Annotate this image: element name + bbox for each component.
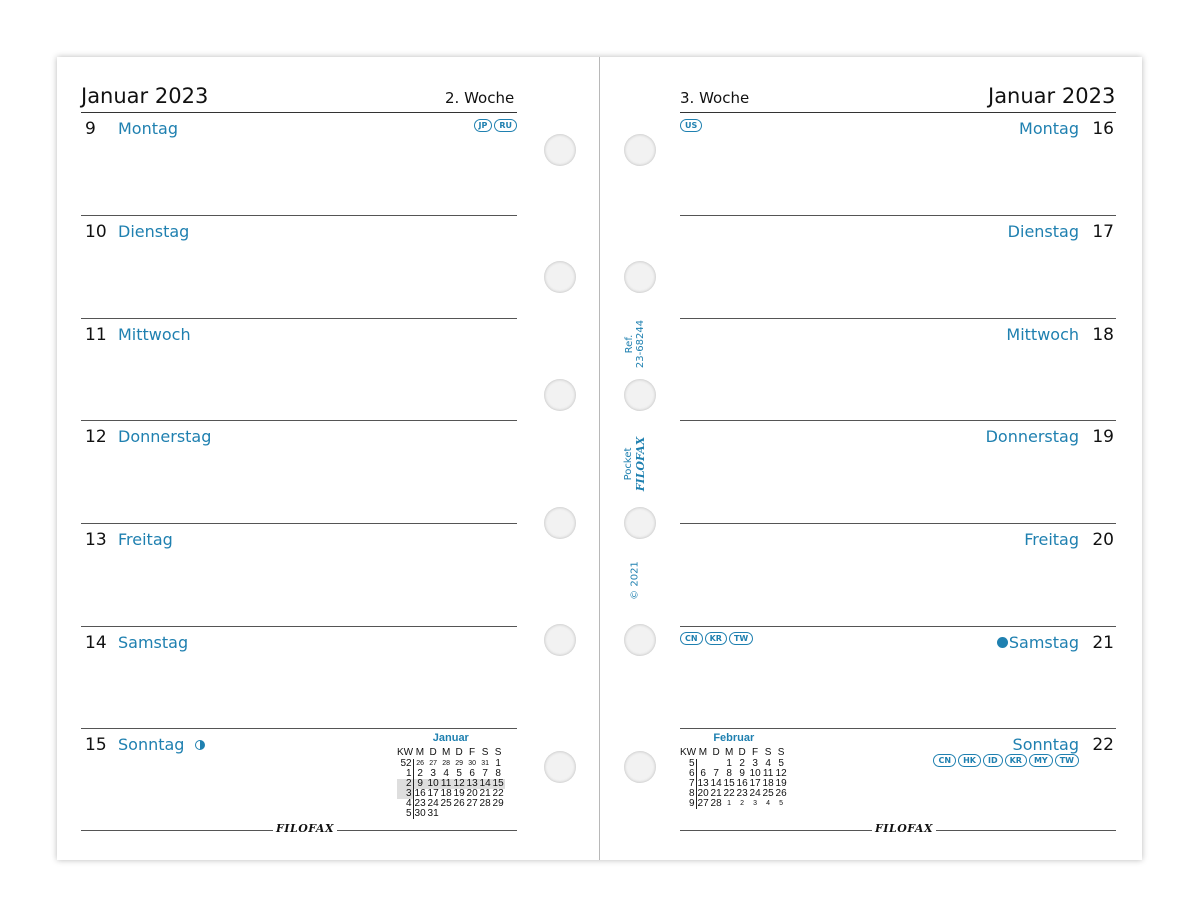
mini-calendar-februar — [680, 732, 788, 809]
mini-header: S — [777, 747, 785, 758]
day-cell: 18 — [440, 788, 452, 799]
day-block-tuesday-left[interactable] — [81, 215, 517, 318]
day-number: 9 — [85, 119, 96, 139]
kw-cell: 2 — [397, 779, 413, 789]
day-cell: 11 — [440, 778, 452, 789]
day-cell: 16 — [414, 788, 426, 799]
day-cell: 14 — [479, 778, 491, 789]
day-block-thursday-left[interactable] — [81, 420, 517, 523]
day-name: Donnerstag — [118, 427, 212, 446]
mini-header: S — [764, 747, 772, 758]
day-rule — [680, 420, 1116, 421]
country-badge: RU — [494, 119, 517, 132]
mini-header: F — [752, 747, 759, 758]
day-name: Freitag — [1024, 530, 1079, 549]
day-number: 21 — [1092, 633, 1114, 653]
day-cell: 30 — [414, 808, 426, 819]
day-cell: 11 — [762, 768, 774, 779]
mini-calendar-month: Februar — [713, 732, 755, 744]
day-block-wednesday-right[interactable] — [680, 318, 1116, 421]
day-cell: 4 — [443, 768, 449, 779]
day-cell: 18 — [762, 778, 774, 789]
day-cell: 31 — [427, 808, 439, 819]
binder-hole — [624, 751, 656, 783]
day-cell: 13 — [466, 778, 478, 789]
day-cell: 26 — [775, 788, 787, 799]
day-cell: 17 — [749, 778, 761, 789]
day-block-monday-left[interactable] — [81, 113, 517, 216]
day-number: 14 — [85, 633, 107, 653]
spine-ref-number: 23-68244 — [635, 319, 646, 369]
day-cell: 24 — [427, 798, 439, 809]
spine-format — [623, 434, 647, 494]
day-cell: 21 — [479, 788, 491, 799]
day-cell: 27 — [466, 798, 478, 809]
day-block-saturday-right[interactable] — [680, 626, 1116, 729]
day-cell: 17 — [427, 788, 439, 799]
country-badge: CN — [680, 632, 703, 645]
day-rule — [680, 318, 1116, 319]
day-cell: 5 — [778, 758, 784, 769]
day-cell: 31 — [481, 760, 489, 767]
left-month-title: Januar 2023 — [81, 84, 209, 108]
day-cell: 1 — [495, 758, 501, 769]
day-rule — [81, 626, 517, 627]
day-cell: 19 — [453, 788, 465, 799]
mini-week-row — [680, 789, 788, 799]
day-number: 16 — [1092, 119, 1114, 139]
kw-cell: 5 — [680, 759, 696, 769]
mini-week-row — [397, 799, 505, 809]
day-rule — [680, 626, 1116, 627]
binder-hole — [544, 751, 576, 783]
mini-header: KW — [680, 747, 697, 758]
spine-ref — [624, 314, 646, 374]
day-cell: 27 — [429, 760, 437, 767]
day-rule — [81, 728, 517, 729]
day-number: 10 — [85, 222, 107, 242]
binder-hole — [544, 134, 576, 166]
day-cell: 12 — [775, 768, 787, 779]
day-cell: 6 — [700, 768, 706, 779]
day-block-tuesday-right[interactable] — [680, 215, 1116, 318]
mini-header: S — [481, 747, 489, 758]
day-cell — [440, 809, 453, 819]
day-cell: 22 — [723, 788, 735, 799]
day-cell: 25 — [762, 788, 774, 799]
day-number: 11 — [85, 325, 107, 345]
day-rule — [81, 318, 517, 319]
day-cell: 28 — [442, 760, 450, 767]
mini-header: KW — [397, 747, 414, 758]
mini-calendar-januar — [397, 732, 505, 819]
spine-ref-label: Ref. — [624, 334, 635, 354]
day-cell — [492, 809, 505, 819]
day-cell — [479, 809, 492, 819]
day-number: 15 — [85, 735, 107, 755]
day-cell: 12 — [453, 778, 465, 789]
spine-brand: FILOFAX — [634, 436, 647, 492]
country-badge: KR — [1005, 754, 1027, 767]
mini-header: M — [724, 747, 734, 758]
left-week-label: 2. Woche — [445, 89, 515, 107]
day-block-saturday-left[interactable] — [81, 626, 517, 729]
day-number: 22 — [1092, 735, 1114, 755]
mini-calendar-month: Januar — [432, 732, 469, 744]
binder-hole — [544, 261, 576, 293]
mini-header: M — [698, 747, 708, 758]
kw-cell: 4 — [397, 799, 413, 809]
kw-cell: 3 — [397, 789, 413, 799]
country-badge: ID — [983, 754, 1003, 767]
day-cell: 24 — [749, 788, 761, 799]
day-name: Donnerstag — [985, 427, 1079, 446]
day-cell: 3 — [752, 758, 758, 769]
day-cell: 13 — [697, 778, 709, 789]
day-rule — [81, 420, 517, 421]
day-cell: 14 — [710, 778, 722, 789]
day-name: Mittwoch — [1006, 325, 1079, 344]
day-cell: 2 — [740, 800, 745, 807]
day-cell: 3 — [430, 768, 436, 779]
day-cell: 29 — [455, 760, 463, 767]
day-block-friday-left[interactable] — [81, 523, 517, 626]
country-badge: TW — [729, 632, 753, 645]
day-rule — [680, 215, 1116, 216]
country-badge: US — [680, 119, 702, 132]
day-cell: 23 — [414, 798, 426, 809]
day-cell: 2 — [739, 758, 745, 769]
day-cell: 4 — [765, 758, 771, 769]
day-cell: 9 — [739, 768, 745, 779]
day-cell: 6 — [469, 768, 475, 779]
day-cell: 2 — [417, 768, 423, 779]
day-cell: 5 — [456, 768, 462, 779]
binder-hole — [624, 261, 656, 293]
day-cell: 10 — [749, 768, 761, 779]
right-week-label: 3. Woche — [680, 89, 750, 107]
country-badge: KR — [705, 632, 727, 645]
day-name: Sonntag — [1012, 735, 1079, 754]
mini-week-row — [397, 809, 505, 819]
day-cell: 7 — [482, 768, 488, 779]
day-cell: 26 — [453, 798, 465, 809]
holiday-badges — [474, 119, 518, 132]
kw-cell: 9 — [680, 799, 696, 809]
right-month-title: Januar 2023 — [988, 84, 1116, 108]
day-cell: 26 — [416, 760, 424, 767]
country-badge: CN — [933, 754, 956, 767]
day-cell: 1 — [726, 758, 732, 769]
day-cell: 5 — [779, 800, 784, 807]
day-cell: 8 — [495, 768, 501, 779]
day-cell: 20 — [697, 788, 709, 799]
day-cell: 28 — [479, 798, 491, 809]
day-rule — [680, 728, 1116, 729]
holiday-badges — [680, 632, 753, 645]
mini-header: F — [469, 747, 476, 758]
binder-hole — [544, 379, 576, 411]
day-cell — [466, 809, 479, 819]
day-cell: 28 — [710, 798, 722, 809]
day-block-friday-right[interactable] — [680, 523, 1116, 626]
day-cell: 4 — [766, 800, 771, 807]
day-number: 18 — [1092, 325, 1114, 345]
day-cell: 15 — [492, 778, 504, 789]
kw-cell: 5 — [397, 809, 413, 819]
right-footer-brand: FILOFAX — [872, 822, 936, 835]
day-cell: 23 — [736, 788, 748, 799]
day-name: Samstag — [118, 633, 189, 652]
day-rule — [680, 523, 1116, 524]
first-quarter-moon-icon — [195, 740, 205, 750]
binder-hole — [624, 379, 656, 411]
day-name: Mittwoch — [118, 325, 191, 344]
country-badge: JP — [474, 119, 493, 132]
day-rule — [81, 215, 517, 216]
mini-week-row — [397, 759, 505, 769]
day-name: Sonntag — [118, 735, 185, 754]
day-cell: 22 — [492, 788, 504, 799]
kw-cell: 7 — [680, 779, 696, 789]
country-badge: HK — [958, 754, 981, 767]
day-number: 12 — [85, 427, 107, 447]
mini-header: D — [712, 747, 720, 758]
day-block-monday-right[interactable] — [680, 113, 1116, 216]
mini-calendar-table — [680, 746, 788, 809]
binder-hole — [624, 624, 656, 656]
day-number: 17 — [1092, 222, 1114, 242]
day-name: Montag — [118, 119, 178, 138]
binder-hole — [544, 624, 576, 656]
day-cell: 9 — [413, 779, 427, 789]
kw-cell: 6 — [680, 769, 696, 779]
country-badge: MY — [1029, 754, 1053, 767]
holiday-badges — [933, 754, 1079, 767]
day-cell: 8 — [726, 768, 732, 779]
day-cell: 16 — [736, 778, 748, 789]
mini-header: M — [441, 747, 451, 758]
day-name: Samstag — [1008, 633, 1079, 652]
day-cell: 19 — [775, 778, 787, 789]
mini-header: S — [494, 747, 502, 758]
binder-hole — [544, 507, 576, 539]
spine-copyright: © 2021 — [629, 561, 641, 600]
day-cell: 1 — [727, 800, 732, 807]
mini-calendar-table — [397, 746, 505, 819]
left-footer-brand: FILOFAX — [273, 822, 337, 835]
day-cell — [453, 809, 466, 819]
spine-format-label: Pocket — [623, 447, 634, 481]
day-number: 20 — [1092, 530, 1114, 550]
day-name: Freitag — [118, 530, 173, 549]
day-number: 19 — [1092, 427, 1114, 447]
mini-header: D — [429, 747, 437, 758]
binder-hole — [624, 507, 656, 539]
day-rule — [81, 523, 517, 524]
day-cell: 15 — [723, 778, 735, 789]
kw-cell: 52 — [397, 759, 413, 769]
day-name: Dienstag — [1007, 222, 1079, 241]
mini-week-row — [680, 799, 788, 809]
day-cell: 27 — [697, 798, 709, 809]
holiday-badges — [680, 119, 702, 132]
day-cell: 30 — [468, 760, 476, 767]
day-cell: 25 — [440, 798, 452, 809]
day-block-wednesday-left[interactable] — [81, 318, 517, 421]
kw-cell: 8 — [680, 789, 696, 799]
day-name: Dienstag — [118, 222, 190, 241]
mini-header: D — [738, 747, 746, 758]
mini-header: D — [455, 747, 463, 758]
kw-cell: 1 — [397, 769, 413, 779]
day-number: 13 — [85, 530, 107, 550]
new-moon-icon — [997, 637, 1008, 648]
day-cell: 21 — [710, 788, 722, 799]
day-name: Montag — [1019, 119, 1079, 138]
binder-hole — [624, 134, 656, 166]
day-cell: 29 — [492, 798, 504, 809]
day-cell: 20 — [466, 788, 478, 799]
day-cell: 10 — [427, 778, 439, 789]
country-badge: TW — [1055, 754, 1079, 767]
mini-header: M — [415, 747, 425, 758]
day-block-thursday-right[interactable] — [680, 420, 1116, 523]
day-cell: 3 — [753, 800, 758, 807]
day-cell: 7 — [713, 768, 719, 779]
